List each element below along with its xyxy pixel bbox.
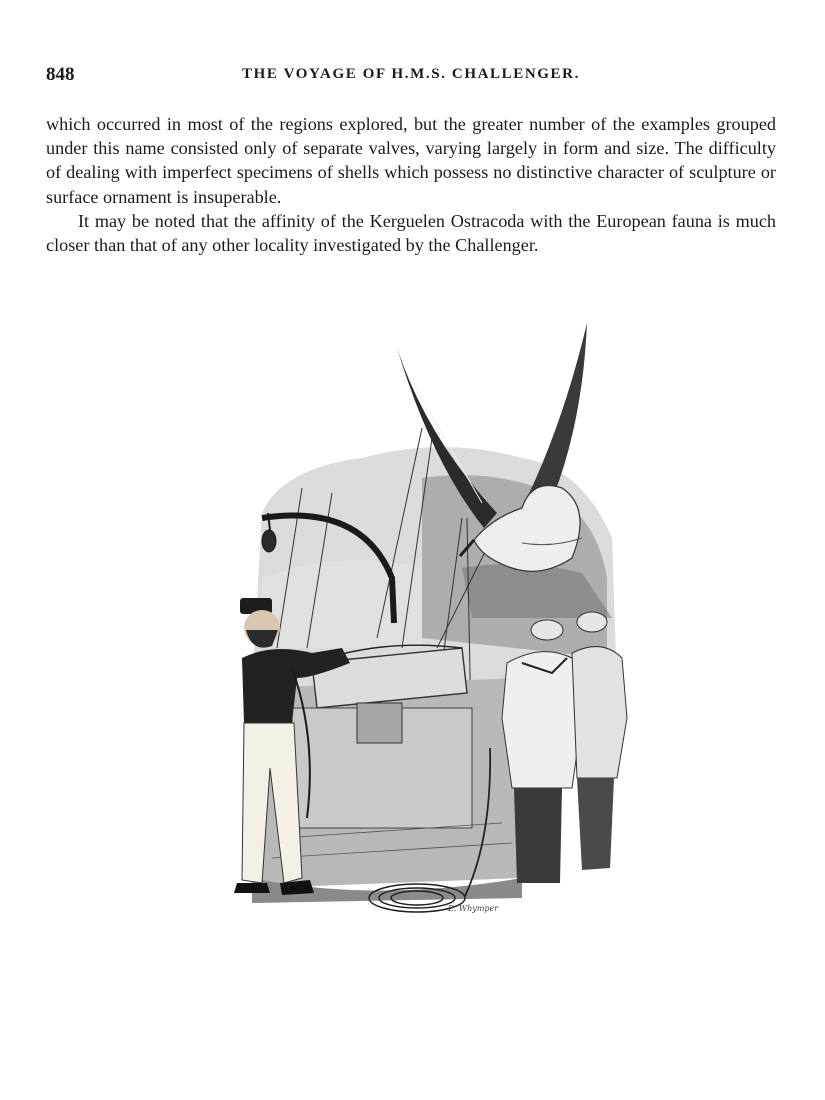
paragraph: which occurred in most of the regions explored, but the greater number of the examples grouped under this name consisted only of separate valves, varying largely in form and size. The difficulty of dealing with imperfect specimens of shells which possess no distinctive character of sculpture or surface ornament is insuperable. (46, 114, 776, 207)
body-text (46, 112, 776, 257)
running-title: THE VOYAGE OF H.M.S. CHALLENGER. (242, 66, 580, 82)
engraving-illustration (222, 318, 632, 926)
running-head (46, 64, 776, 88)
page-number: 848 (46, 64, 75, 85)
paragraph: It may be noted that the affinity of the Kerguelen Ostracoda with the European fauna is much closer than that of any other locality investigated by the Challenger. (46, 210, 776, 256)
engraver-signature: E. Whymper (448, 904, 499, 913)
